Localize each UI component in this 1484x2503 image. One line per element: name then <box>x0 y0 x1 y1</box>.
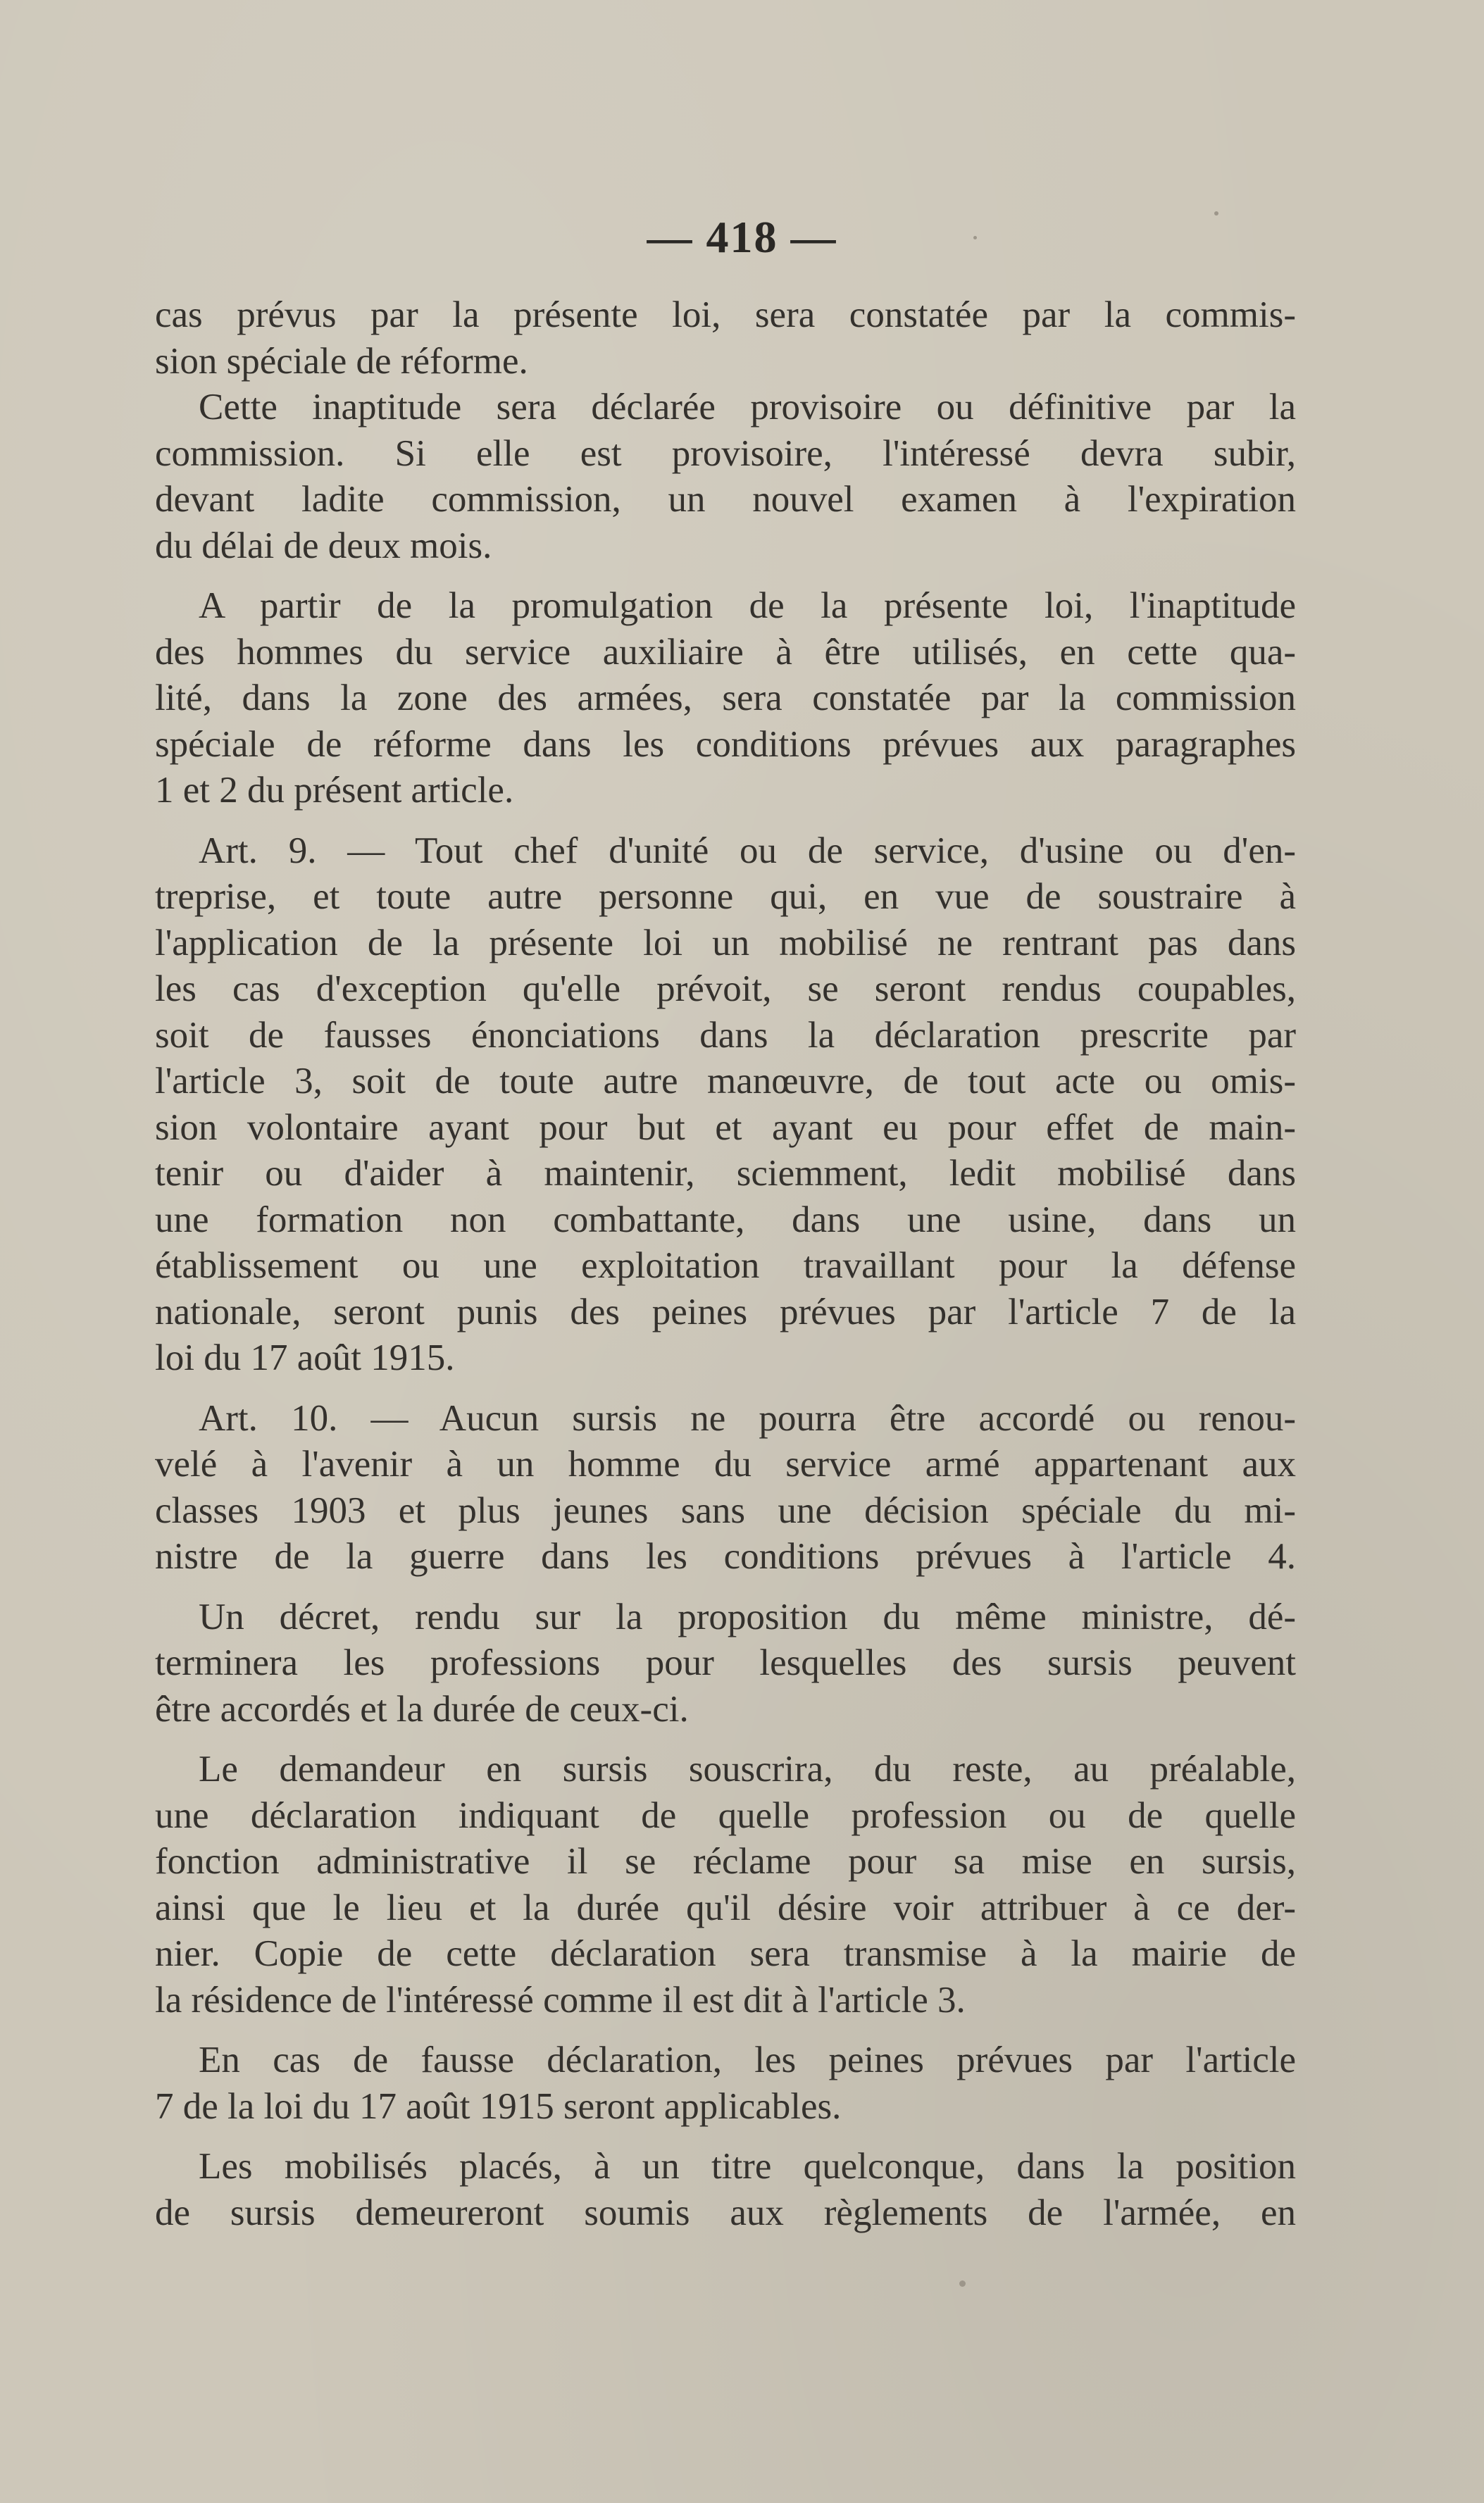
text-line: treprise, et toute autre personne qui, en vue de soustraire à <box>155 876 1296 917</box>
paragraph-7 <box>155 1747 1296 2023</box>
text-line: lité, dans la zone des armées, sera constatée par la commission <box>155 678 1296 718</box>
text-line: 7 de la loi du 17 août 1915 seront applicables. <box>155 2085 842 2127</box>
text-line: les cas d'exception qu'elle prévoit, se seront rendus coupables, <box>155 968 1296 1009</box>
paper-speck <box>959 2280 966 2287</box>
text-line: de sursis demeureront soumis aux règlements de l'armée, en <box>155 2192 1296 2233</box>
paragraph-1 <box>155 292 1296 385</box>
body-text <box>155 292 1296 2236</box>
text-line: tenir ou d'aider à maintenir, sciemment, ledit mobilisé dans <box>155 1153 1296 1194</box>
text-line: Un décret, rendu sur la proposition du même ministre, dé- <box>199 1596 1296 1637</box>
text-line: cas prévus par la présente loi, sera constatée par la commis- <box>155 294 1296 335</box>
text-line: l'application de la présente loi un mobilisé ne rentrant pas dans <box>155 922 1296 963</box>
text-line: Les mobilisés placés, à un titre quelconque, dans la position <box>199 2146 1296 2187</box>
paper-speck <box>1214 211 1218 216</box>
text-line: Art. 9. — Tout chef d'unité ou de service, d'usine ou d'en- <box>199 830 1296 871</box>
text-line: du délai de deux mois. <box>155 525 492 566</box>
paragraph-article-9 <box>155 828 1296 1382</box>
text-line: une déclaration indiquant de quelle profession ou de quelle <box>155 1794 1296 1836</box>
paragraph-6 <box>155 1594 1296 1733</box>
text-line: nier. Copie de cette déclaration sera transmise à la mairie de <box>155 1933 1296 1974</box>
text-line: loi du 17 août 1915. <box>155 1337 455 1378</box>
text-line: l'article 3, soit de toute autre manœuvre, de tout acte ou omis- <box>155 1061 1296 1101</box>
paragraph-article-10 <box>155 1396 1296 1580</box>
paper-speck <box>973 236 977 239</box>
text-line: A partir de la promulgation de la présente loi, l'inaptitude <box>199 585 1296 626</box>
page-number: — 418 — <box>647 212 837 262</box>
text-line: Art. 10. — Aucun sursis ne pourra être accordé ou renou- <box>199 1397 1296 1439</box>
text-line: Le demandeur en sursis souscrira, du reste, au préalable, <box>199 1749 1296 1790</box>
text-line: En cas de fausse déclaration, les peines prévues par l'article <box>199 2040 1296 2080</box>
text-line: sion volontaire ayant pour but et ayant eu pour effet de main- <box>155 1106 1296 1148</box>
text-line: nistre de la guerre dans les conditions prévues à l'article 4. <box>155 1536 1296 1577</box>
text-line: des hommes du service auxiliaire à être utilisés, en cette qua- <box>155 631 1296 673</box>
text-line: 1 et 2 du présent article. <box>155 770 514 811</box>
text-line: spéciale de réforme dans les conditions prévues aux paragraphes <box>155 723 1296 765</box>
text-line: sion spéciale de réforme. <box>155 340 528 382</box>
paragraph-8 <box>155 2037 1296 2130</box>
text-line: une formation non combattante, dans une usine, dans un <box>155 1199 1296 1240</box>
text-line: classes 1903 et plus jeunes sans une décision spéciale du mi- <box>155 1490 1296 1531</box>
paragraph-9 <box>155 2144 1296 2236</box>
paragraph-2 <box>155 385 1296 569</box>
text-line: soit de fausses énonciations dans la déclaration prescrite par <box>155 1014 1296 1056</box>
text-line: velé à l'avenir à un homme du service armé appartenant aux <box>155 1444 1296 1485</box>
text-line: établissement ou une exploitation travaillant pour la défense <box>155 1245 1296 1286</box>
text-line: ainsi que le lieu et la durée qu'il désire voir attribuer à ce der- <box>155 1887 1296 1928</box>
paragraph-3 <box>155 583 1296 814</box>
text-line: être accordés et la durée de ceux-ci. <box>155 1688 689 1730</box>
text-line: Cette inaptitude sera déclarée provisoire ou définitive par la <box>199 387 1296 427</box>
text-line: terminera les professions pour lesquelles des sursis peuvent <box>155 1642 1296 1683</box>
text-line: devant ladite commission, un nouvel examen à l'expiration <box>155 479 1296 520</box>
text-line: commission. Si elle est provisoire, l'intéressé devra subir, <box>155 432 1296 474</box>
text-line: la résidence de l'intéressé comme il est dit à l'article 3. <box>155 1979 966 2021</box>
text-line: nationale, seront punis des peines prévues par l'article 7 de la <box>155 1291 1296 1332</box>
text-line: fonction administrative il se réclame pour sa mise en sursis, <box>155 1841 1296 1882</box>
